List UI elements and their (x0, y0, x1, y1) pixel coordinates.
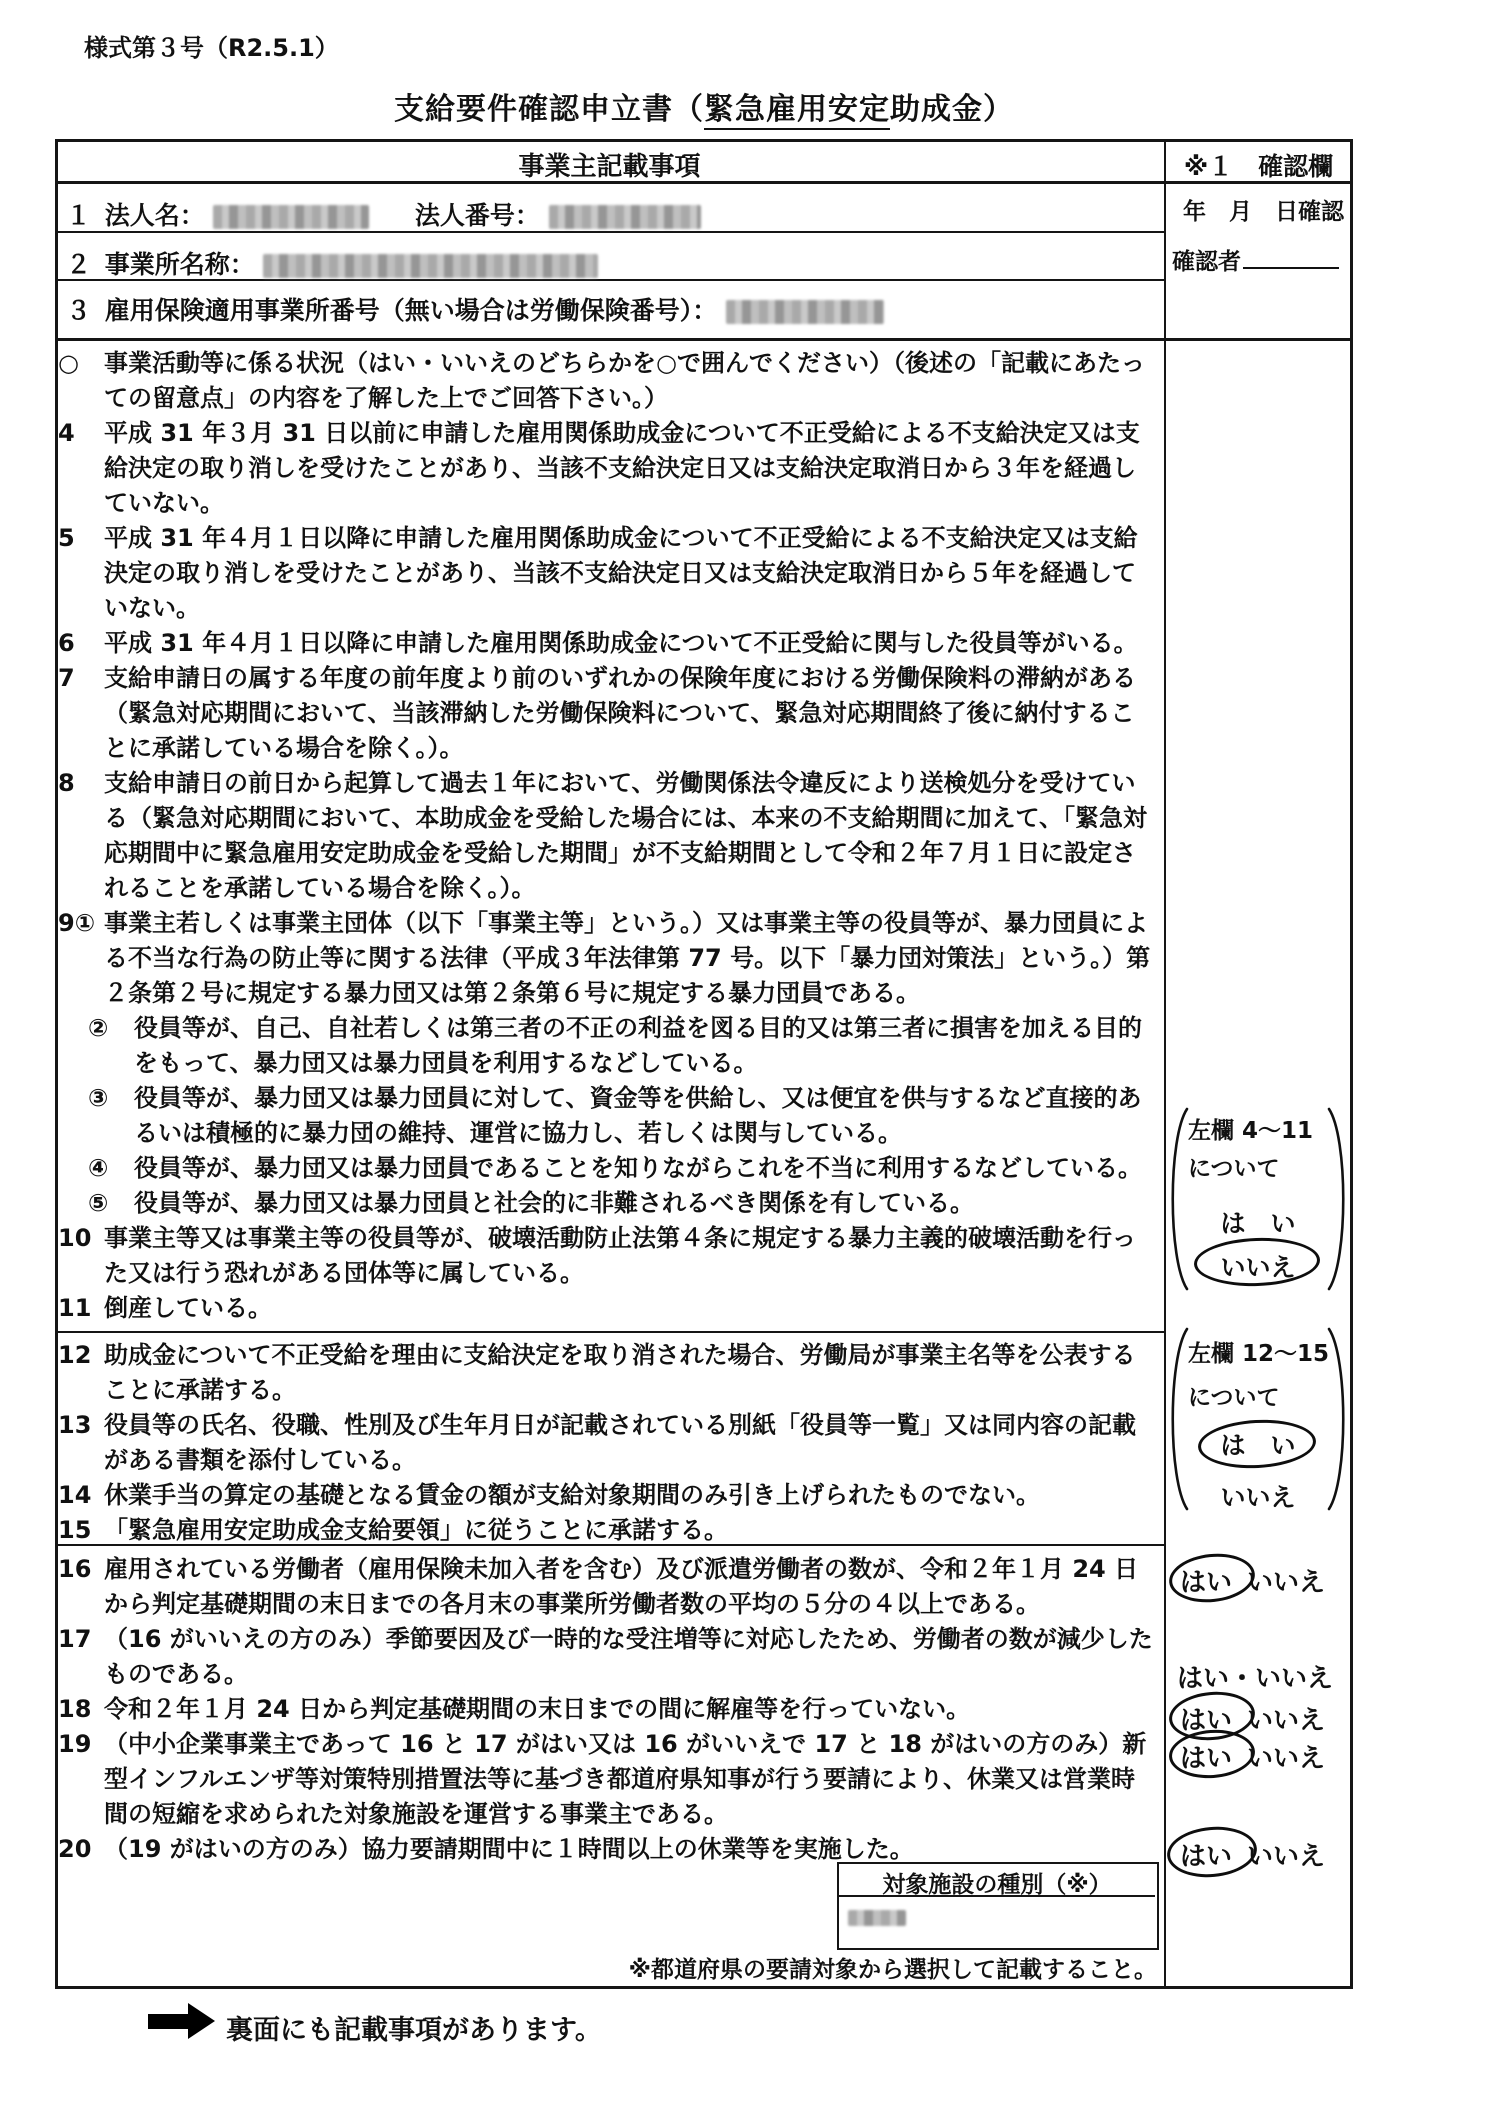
facility-type-value-redacted (848, 1910, 906, 1926)
facility-type-header: 対象施設の種別（※） (882, 1872, 1112, 1898)
page-title-post: 助成金） (890, 92, 1014, 127)
corporate-name-value-redacted (213, 205, 369, 229)
statement-item-5: 5 平成 31 年４月１日以降に申請した雇用関係助成金について不正受給による不支給決定又は支給決定の取り消しを受けたことがあり、当該不支給決定日又は支給決定取消日から５年を経過していない。 (58, 524, 1138, 622)
page-title-underlined: 緊急雇用安定 (704, 92, 890, 130)
table-column-divider (1164, 139, 1166, 1989)
row-insurance-number (66, 291, 884, 327)
statement-item-10: 10 事業主等又は事業主等の役員等が、破壊活動防止法第４条に規定する暴力主義的破壊活動を行った又は行う恐れがある団体等に属している。 (58, 1224, 1136, 1287)
office-name-label: 事業所名称： (104, 250, 255, 279)
right-arrow-icon (148, 2014, 188, 2029)
statement-item-15: 15 「緊急雇用安定助成金支給要領」に従うことに承諾する。 (58, 1516, 728, 1542)
statement-item-11: 11 倒産している。 (58, 1294, 272, 1322)
statement-item-9-2: ② 役員等が、自己、自社若しくは第三者の不正の利益を図る目的又は第三者に損害を加える目的をもって、暴力団又は暴力団員を利用するなどしている。 (88, 1014, 1142, 1077)
answer-q19 (1173, 1738, 1349, 1780)
corporate-name-label: 法人名： (104, 201, 205, 230)
right-arrow-icon-head (188, 2003, 215, 2039)
answer-q16 (1173, 1562, 1349, 1604)
answer-q20-no[interactable]: いいえ (1247, 1842, 1326, 1872)
row2-number: ２ (66, 250, 92, 279)
insurance-number-label: 雇用保険適用事業所番号（無い場合は労働保険番号）： (104, 296, 718, 325)
confirm-group-12-15-label: 左欄 12〜15 について (1188, 1341, 1330, 1411)
statement-item-12: 12 助成金について不正受給を理由に支給決定を取り消された場合、労働局が事業主名等を公表することに承諾する。 (58, 1341, 1136, 1404)
answer-q17-options[interactable]: はい・いいえ (1177, 1664, 1334, 1694)
insurance-number-value-redacted (726, 300, 884, 324)
confirm-column-header: ※１ 確認欄 (1183, 152, 1334, 181)
form-number: 様式第３号（R2.5.1） (84, 34, 339, 62)
row-office-name (66, 245, 598, 281)
statement-item-13: 13 役員等の氏名、役職、性別及び生年月日が記載されている別紙「役員等一覧」又は同内容の記載がある書類を添付している。 (58, 1411, 1136, 1474)
row1-number: １ (66, 201, 92, 230)
confirm-group-12-15-yes[interactable]: は い (1220, 1431, 1296, 1460)
confirmer-row (1172, 243, 1339, 276)
statements-section-16-20 (58, 1552, 1158, 1872)
section-11-12-separator (55, 1331, 1164, 1333)
answer-q19-no[interactable]: いいえ (1247, 1744, 1326, 1774)
statement-item-9-4: ④ 役員等が、暴力団又は暴力団員であることを知りながらこれを不当に利用するなどしている。 (88, 1154, 1142, 1182)
table-border-bottom (55, 1986, 1353, 1989)
confirm-group-4-11-no[interactable]: いいえ (1220, 1253, 1296, 1282)
confirmer-label: 確認者 (1172, 249, 1241, 275)
statement-item-9-3: ③ 役員等が、暴力団又は暴力団員に対して、資金等を供給し、又は便宜を供与するなど直接的あるいは積極的に暴力団の維持、運営に協力し、若しくは関与している。 (88, 1084, 1142, 1147)
confirm-group-4-11-yes[interactable]: は い (1220, 1209, 1296, 1238)
statement-intro: ○ 事業活動等に係る状況（はい・いいえのどちらかを○で囲んでください）（後述の「記載にあたっての留意点」の内容を了解した上でご回答下さい。） (58, 349, 1145, 412)
answer-q20 (1173, 1836, 1349, 1878)
statement-item-20: 20 （19 がはいの方のみ）協力要請期間中に１時間以上の休業等を実施した。 (58, 1835, 914, 1863)
confirmer-signature-line[interactable] (1243, 243, 1339, 269)
footer-note: 裏面にも記載事項があります。 (226, 2015, 602, 2046)
statement-item-18: 18 令和２年１月 24 日から判定基礎期間の末日までの間に解雇等を行っていない。 (58, 1695, 971, 1723)
statement-item-8: 8 支給申請日の前日から起算して過去１年において、労働関係法令違反により送検処分を受けている（緊急対応期間において、本助成金を受給した場合には、本来の不支給期間に加えて、「緊急対応期間中に緊急雇用安定助成金を受給した期間」が不支給期間として令和２年７月１日に設定されることを承諾している場合を除く。）。 (58, 769, 1148, 902)
facility-type-note: ※都道府県の要請対象から選択して記載すること。 (628, 1957, 1157, 1983)
confirm-date-line: 年 月 日確認 (1183, 199, 1344, 225)
answer-q16-yes[interactable]: はい (1180, 1568, 1233, 1598)
answer-q20-yes[interactable]: はい (1180, 1842, 1233, 1872)
statement-item-6: 6 平成 31 年４月１日以降に申請した雇用関係助成金について不正受給に関与した役員等がいる。 (58, 629, 1138, 657)
confirm-group-12-15 (1166, 1324, 1350, 1524)
answer-q18-no[interactable]: いいえ (1247, 1706, 1326, 1736)
page-title-pre: 支給要件確認申立書（ (394, 92, 704, 127)
table-border-right (1350, 139, 1353, 1989)
statement-item-9-1: 9① 事業主若しくは事業主団体（以下「事業主等」という。）又は事業主等の役員等が、暴力団員による不当な行為の防止等に関する法律（平成３年法律第 77 号。以下「暴力団対策法」という。）第２条第２号に規定する暴力団又は第２条第６号に規定する暴力団員である。 (58, 909, 1151, 1007)
corporate-number-value-redacted (549, 205, 701, 229)
left-column-header: 事業主記載事項 (518, 152, 701, 182)
row3-number: ３ (66, 296, 92, 325)
statement-item-7: 7 支給申請日の属する年度の前年度より前のいずれかの保険年度における労働保険料の滞納がある（緊急対応期間において、当該滞納した労働保険料について、緊急対応期間終了後に納付することに承諾している場合を除く。）。 (58, 664, 1136, 762)
statement-item-19: 19 （中小企業事業主であって 16 と 17 がはい又は 16 がいいえで 17 と 18 がはいの方のみ）新型インフルエンザ等対策特別措置法等に基づき都道府県知事が行う要請により、休業又は営業時間の短縮を求められた対象施設を運営する事業主である。 (58, 1730, 1147, 1828)
answer-q16-no[interactable]: いいえ (1247, 1568, 1326, 1598)
confirm-group-12-15-no[interactable]: いいえ (1220, 1483, 1296, 1512)
statements-section-12-15 (58, 1338, 1158, 1542)
statement-item-14: 14 休業手当の算定の基礎となる賃金の額が支給対象期間のみ引き上げられたものでない。 (58, 1481, 1040, 1509)
office-name-value-redacted (263, 254, 598, 278)
confirm-group-4-11 (1166, 1104, 1350, 1296)
statement-item-9-5: ⑤ 役員等が、暴力団又は暴力団員と社会的に非難されるべき関係を有している。 (88, 1189, 974, 1217)
page-title (55, 84, 1353, 128)
statement-item-16: 16 雇用されている労働者（雇用保険未加入者を含む）及び派遣労働者の数が、令和２年１月 24 日から判定基礎期間の末日までの各月末の事業所労働者数の平均の５分の４以上である。 (58, 1555, 1139, 1618)
statement-item-17: 17 （16 がいいえの方のみ）季節要因及び一時的な受注増等に対応したため、労働者の数が減少したものである。 (58, 1625, 1153, 1688)
answer-q18-yes[interactable]: はい (1180, 1706, 1233, 1736)
table-border-top (55, 139, 1353, 142)
statement-item-4: 4 平成 31 年３月 31 日以前に申請した雇用関係助成金について不正受給による不支給決定又は支給決定の取り消しを受けたことがあり、当該不支給決定日又は支給決定取消日から３年を経過していない。 (58, 419, 1140, 517)
corporate-number-label: 法人番号： (414, 201, 540, 230)
confirm-group-4-11-label: 左欄 4〜11 について (1188, 1118, 1314, 1182)
answer-q19-yes[interactable]: はい (1180, 1744, 1233, 1774)
row-corporate-name (66, 196, 701, 232)
section-15-16-separator (55, 1544, 1164, 1546)
statements-section-4-11 (58, 346, 1158, 1330)
row3-border (55, 338, 1353, 341)
